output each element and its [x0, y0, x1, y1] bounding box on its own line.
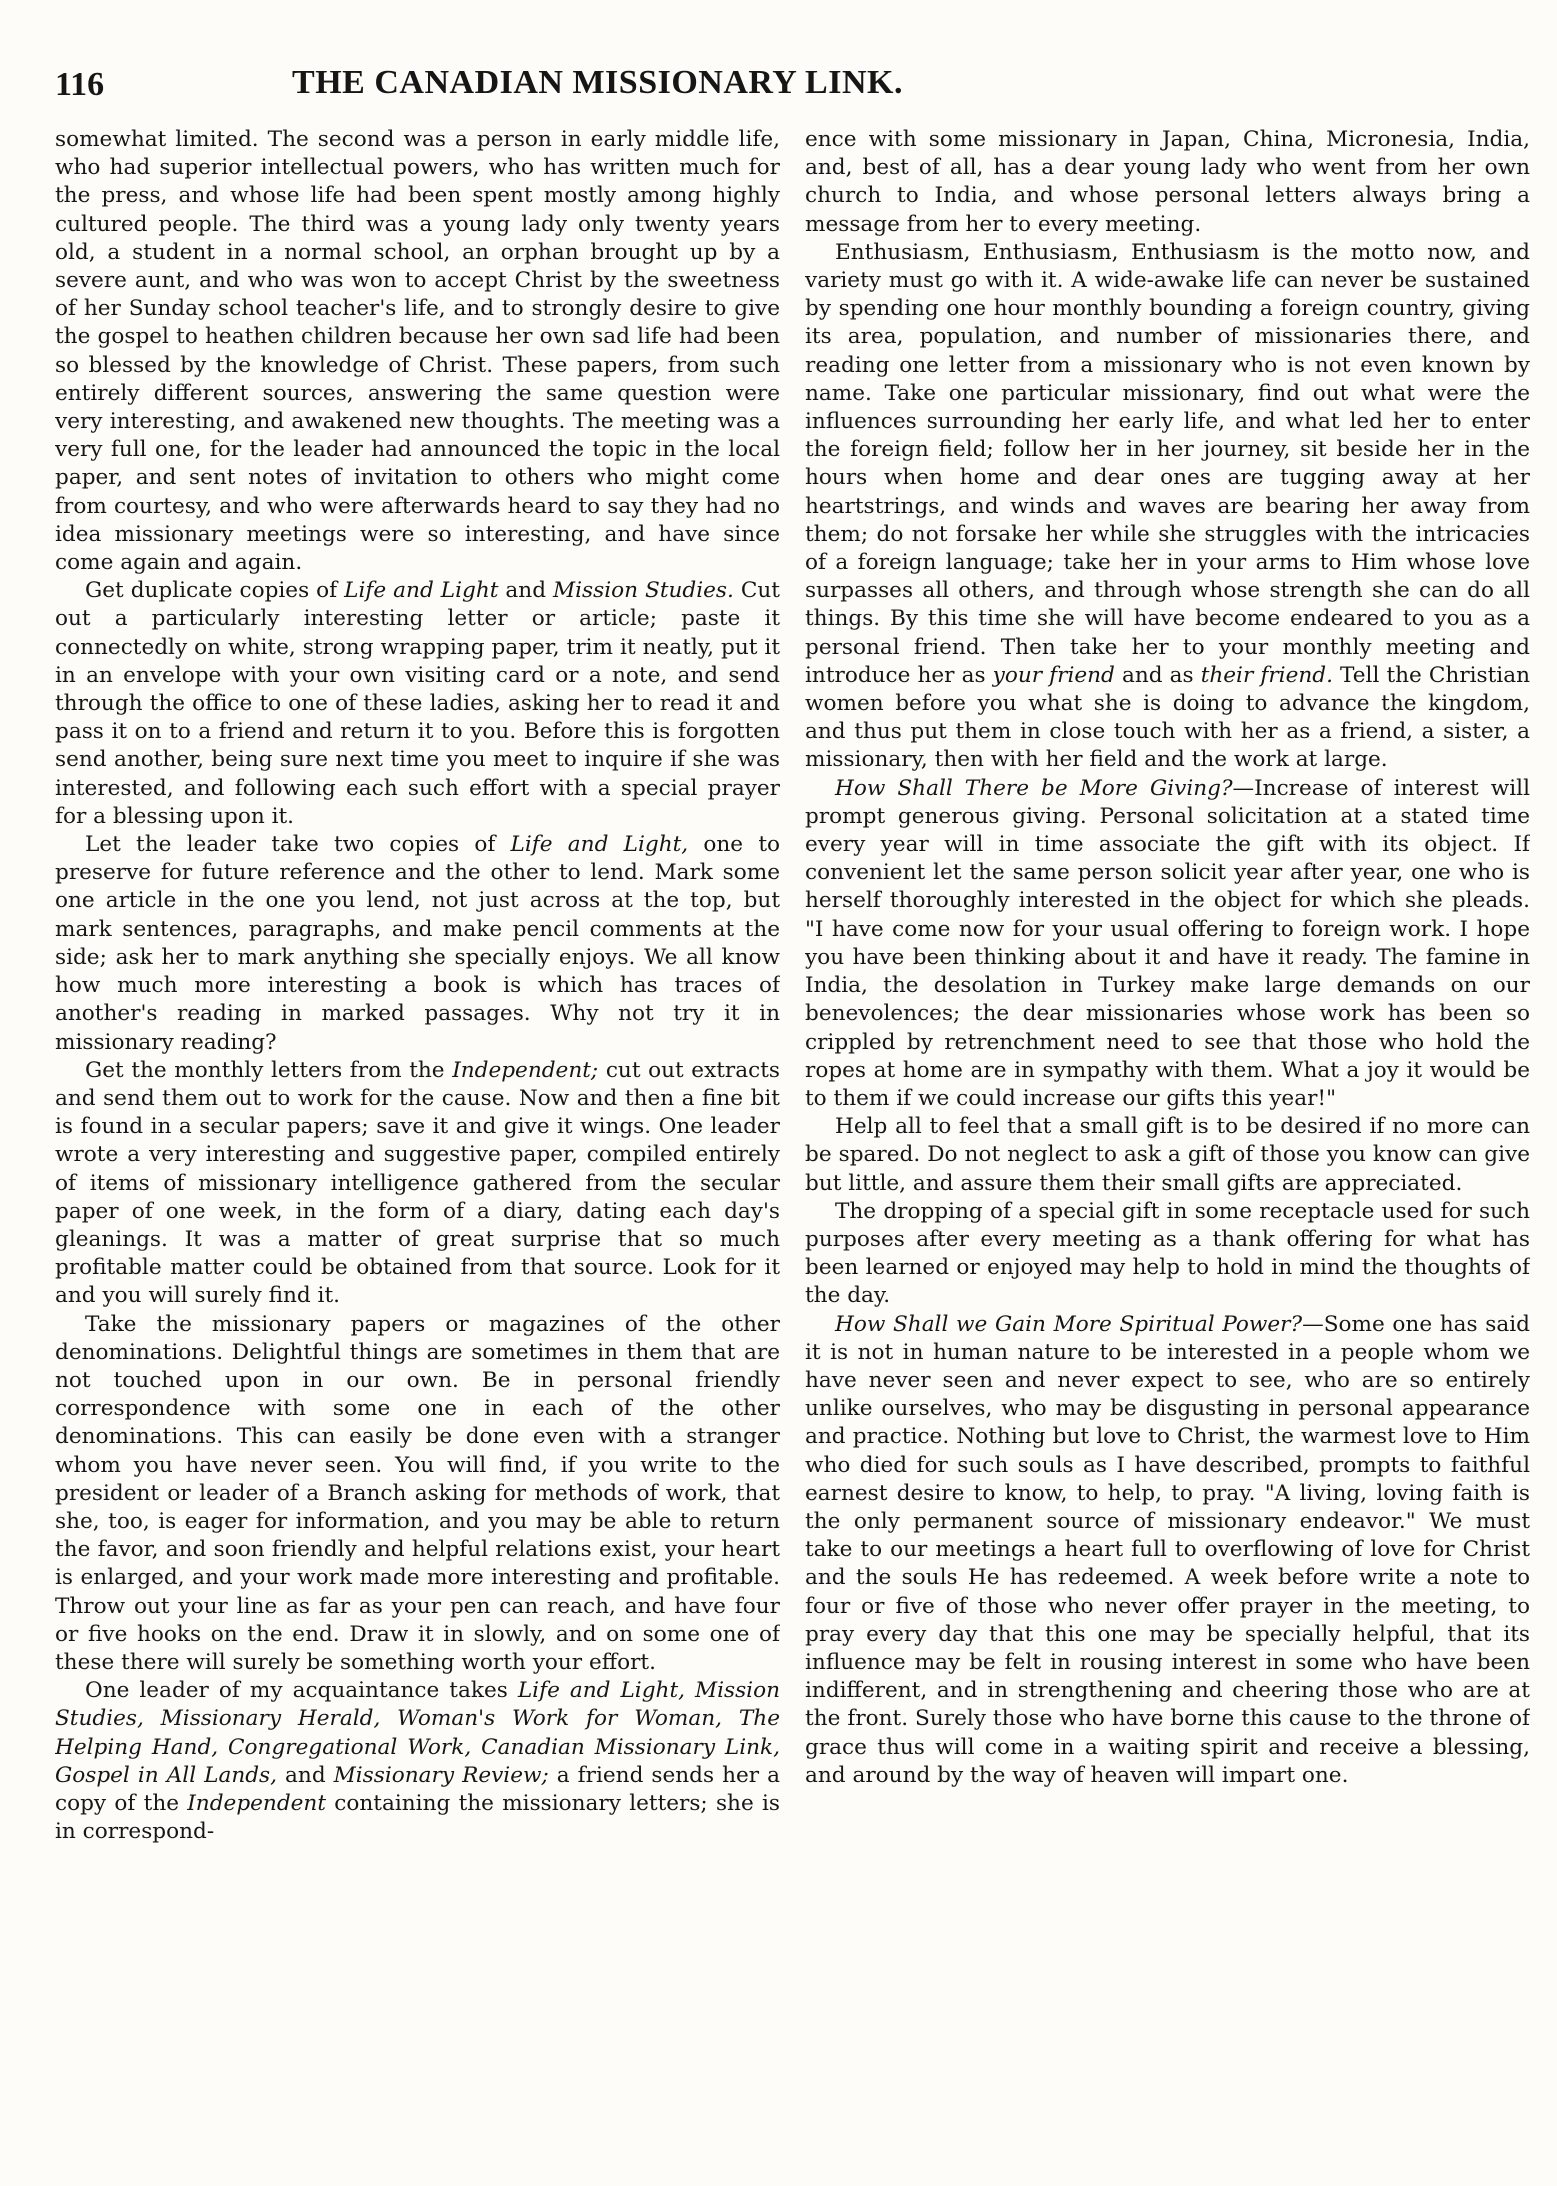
section-heading: How Shall There be More Giving? [835, 775, 1233, 801]
paragraph: Let the leader take two copies of Life and Light, one to preserve for future reference and the other to lend. Mark some one article in the one you lend, not just across at the top, but mark sentences, paragraphs, and make pencil comments at the side; ask her to mark anything she specially enjoys. We all know how much more interesting a book is which has traces of another's reading in marked passages. Why not try it in missionary reading? [55, 832, 780, 1055]
paragraph: Help all to feel that a small gift is to be desired if no more can be spared. Do not neglect to ask a gift of those you know can give but little, and assure them their small gifts are appreciated. [805, 1114, 1530, 1196]
paragraph: Enthusiasm, Enthusiasm, Enthusiasm is the motto now, and variety must go with it. A wide-awake life can never be sustained by spending one hour monthly bounding a foreign country, giving its area, population, and number of missionaries there, and reading one letter from a missionary who is not even known by name. Take one particular missionary, find out what were the influences surrounding her early life, and what led her to enter the foreign field; follow her in her journey, sit beside her in the hours when home and dear ones are tugging away at her heartstrings, and winds and waves are bearing her away from them; do not forsake her while she struggles with the intricacies of a foreign language; take her in your arms to Him whose love surpasses all others, and through whose strength she can do all things. By this time she will have become endeared to you as a personal friend. Then take her to your monthly meeting and introduce her as your friend and as their friend. Tell the Christian women before you what she is doing to advance the kingdom, and thus put them in close touch with her as a friend, a sister, a missionary, then with her field and the work at large. [805, 239, 1530, 773]
paragraph: How Shall There be More Giving?—Increase of interest will prompt generous giving. Personal solicitation at a stated time every year will in time associate the gift with its object. If convenient let the same person solicit year after year, one who is herself thoroughly interested in the object for which she pleads. "I have come now for your usual offering to foreign work. I hope you have been thinking about it and have it ready. The famine in India, the desolation in Turkey make large demands on our benevolences; the dear missionaries whose work has been so crippled by retrenchment need to see that those who hold the ropes at home are in sympathy with them. What a joy it would be to them if we could increase our gifts this year!" [805, 775, 1530, 1111]
paragraph: ence with some missionary in Japan, China, Micronesia, India, and, best of all, has a dear young lady who went from her own church to India, and whose personal letters always bring a message from her to every meeting. [805, 127, 1530, 237]
paragraph: The dropping of a special gift in some receptacle used for such purposes after every meeting as a thank offering for what has been learned or enjoyed may help to hold in mind the thoughts of the day. [805, 1198, 1530, 1309]
page-number: 116 [55, 66, 105, 103]
page-header [55, 64, 1140, 114]
paragraph: Take the missionary papers or magazines of the other denominations. Delightful things are sometimes in them that are not touched upon in our own. Be in personal friendly correspondence with some one in each of the other denominations. This can easily be done even with a stranger whom you have never seen. You will find, if you write to the president or leader of a Branch asking for methods of work, that she, too, is eager for information, and you may be able to return the favor, and soon friendly and helpful relations exist, your heart is enlarged, and your work made more interesting and profitable. Throw out your line as far as your pen can reach, and have four or five hooks on the end. Draw it in slowly, and on some one of these there will surely be something worth your effort. [55, 1311, 780, 1675]
paragraph: Get the monthly letters from the Independent; cut out extracts and send them out to work for the cause. Now and then a fine bit is found in a secular papers; save it and give it wings. One leader wrote a very interesting and suggestive paper, compiled entirely of items of missionary intelligence gathered from the secular paper of one week, in the form of a diary, dating each day's gleanings. It was a matter of great surprise that so much profitable matter could be obtained from that source. Look for it and you will surely find it. [55, 1057, 780, 1309]
left-column [55, 126, 780, 2086]
paragraph: Get duplicate copies of Life and Light and Mission Studies. Cut out a particularly interesting letter or article; paste it connectedly on white, strong wrapping paper, trim it neatly, put it in an envelope with your own visiting card or a note, and send through the office to one of these ladies, asking her to read it and pass it on to a friend and return it to you. Before this is forgotten send another, being sure next time you meet to inquire if she was interested, and following each such effort with a special prayer for a blessing upon it. [55, 578, 780, 829]
journal-title: THE CANADIAN MISSIONARY LINK. [292, 64, 903, 101]
paragraph: How Shall we Gain More Spiritual Power?—Some one has said it is not in human nature to be interested in a people whom we have never seen and never expect to see, who are so entirely unlike ourselves, who may be disgusting in personal appearance and practice. Nothing but love to Christ, the warmest love to Him who died for such souls as I have described, prompts to faithful earnest desire to know, to help, to pray. "A living, loving faith is the only permanent source of missionary endeavor." We must take to our meetings a heart full to overflowing of love for Christ and the souls He has redeemed. A week before write a note to four or five of those who never offer prayer in the meeting, to pray every day that this one may be specially helpful, that its influence may be felt in rousing interest in some who have been indifferent, and in strengthening and cheering those who are at the front. Surely those who have borne this cause to the throne of grace thus will come in a waiting spirit and receive a blessing, and around by the way of heaven will impart one. [805, 1311, 1530, 1788]
section-heading: How Shall we Gain More Spiritual Power? [835, 1311, 1303, 1337]
right-column [805, 126, 1530, 2086]
paragraph: somewhat limited. The second was a person in early middle life, who had superior intellectual powers, who has written much for the press, and whose life had been spent mostly among highly cultured people. The third was a young lady only twenty years old, a student in a normal school, an orphan brought up by a severe aunt, and who was won to accept Christ by the sweetness of her Sunday school teacher's life, and to strongly desire to give the gospel to heathen children because her own sad life had been so blessed by the knowledge of Christ. These papers, from such entirely different sources, answering the same question were very interesting, and awakened new thoughts. The meeting was a very full one, for the leader had announced the topic in the local paper, and sent notes of invitation to others who might come from courtesy, and who were afterwards heard to say they had no idea missionary meetings were so interesting, and have since come again and again. [55, 127, 780, 576]
paragraph: One leader of my acquaintance takes Life and Light, Mission Studies, Missionary Herald, Woman's Work for Woman, The Helping Hand, Congregational Work, Canadian Missionary Link, Gospel in All Lands, and Missionary Review; a friend sends her a copy of the Independent containing the missionary letters; she is in correspond- [55, 1678, 780, 1845]
